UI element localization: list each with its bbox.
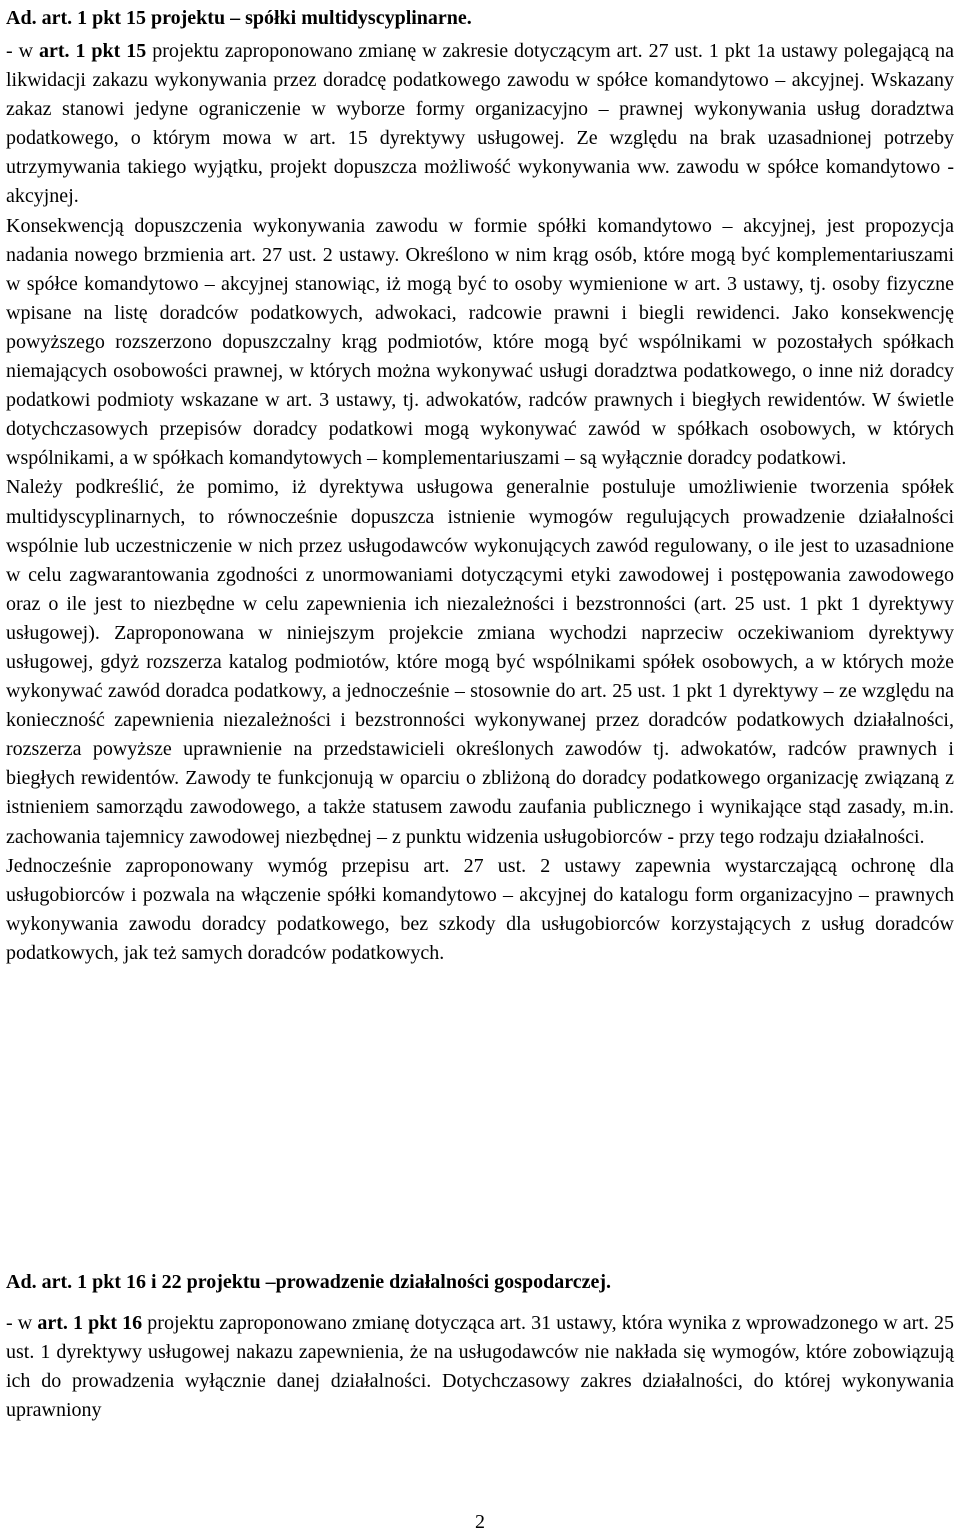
page-number: 2 (475, 1511, 485, 1533)
section-body-art-1-pkt-16-22 (6, 1309, 954, 1425)
paragraph: Należy podkreślić, że pomimo, iż dyrektywa usługowa generalnie postuluje umożliwienie tworzenia spółek multidyscyplinarnych, to równocześnie dopuszcza istnienie wymogów regulujących prowadzenie działalności wspólnie lub uczestniczenie w nich przez usługodawców wykonujących zawód regulowany, o ile jest to uzasadnione w celu zagwarantowania zgodności z unormowaniami dotyczącymi etyki zawodowej i postępowania zawodowego oraz o ile jest to niezbędne w celu zapewnienia ich niezależności i bezstronności (art. 25 ust. 1 pkt 1 dyrektywy usługowej). Zaproponowana w niniejszym projekcie zmiana wychodzi naprzeciw oczekiwaniom dyrektywy usługowej, gdyż rozszerza katalog podmiotów, które mogą być wspólnikami spółek osobowych, a w których może wykonywać zawód doradca podatkowy, a jednocześnie – stosownie do art. 25 ust. 1 pkt 1 dyrektywy – ze względu na konieczność zapewnienia niezależności i bezstronności wykonywanej przez doradców podatkowych działalności, rozszerza powyższe uprawnienie na przedstawicieli określonych zawodów tj. adwokatów, radców prawnych i biegłych rewidentów. Zawody te funkcjonują w oparciu o zbliżoną do doradcy podatkowego organizację związaną z istnieniem samorządu zawodowego, a także statusem zawodu zaufania publicznego i wynikające stąd zasady, m.in. zachowania tajemnicy zawodowej niezbędnej – z punktu widzenia usługobiorców - przy tego rodzaju działalności. (6, 476, 954, 848)
paragraph: Konsekwencją dopuszczenia wykonywania zawodu w formie spółki komandytowo – akcyjnej, jest propozycja nadania nowego brzmienia art. 27 ust. 2 ustawy. Określono w nim krąg osób, które mogą być komplementariuszami w spółce komandytowo – akcyjnej stanowiąc, iż mogą być to osoby wymienione w art. 3 ustawy, tj. osoby fizyczne wpisane na listę doradców podatkowych, adwokaci, radcowie prawni i biegli rewidenci. Jako konsekwencję powyższego rozszerzono dopuszczalny krąg podmiotów, które mogą być wspólnikami w pozostałych spółkach niemających osobowości prawnej, w których można wykonywać usługi doradztwa podatkowego, o inne niż doradcy podatkowi podmioty wskazane w art. 3 ustawy, tj. adwokatów, radców prawnych i biegłych rewidentów. W świetle dotychczasowych przepisów doradcy podatkowi mogą wykonywać zawód w spółkach osobowych, w których wspólnikami, a w spółkach komandytowych – komplementariuszami – są wyłącznie doradcy podatkowi. (6, 214, 954, 470)
section-body-art-1-pkt-15 (6, 37, 954, 968)
article-reference: art. 1 pkt 15 (39, 40, 147, 62)
article-reference: art. 1 pkt 16 (37, 1312, 143, 1334)
paragraph (6, 1309, 954, 1425)
paragraph-text: projektu zaproponowano zmianę dotycząca art. 31 ustawy, która wynika z wprowadzonego w art. 25 ust. 1 dyrektywy usługowej nakazu zapewnienia, że na usługodawców nie nakłada się wymogów, które zobowiązują ich do prowadzenia wyłącznie danej działalności. Dotychczasowy zakres działalności, do której wykonywania uprawniony (6, 1312, 955, 1422)
paragraph-text: projektu zaproponowano zmianę w zakresie dotyczącym art. 27 ust. 1 pkt 1a ustawy polegającą na likwidacji zakazu wykonywania przez doradcę podatkowego zawodu w spółce komandytowo – akcyjnej. Wskazany zakaz stanowi jedyne ograniczenie w wyborze formy organizacyjno – prawnej wykonywania usług doradztwa podatkowego, o którym mowa w art. 15 dyrektywy usługowej. Ze względu na brak uzasadnionej potrzeby utrzymywania takiego wyjątku, projekt dopuszcza możliwość wykonywania ww. zawodu w spółce komandytowo - akcyjnej. (6, 40, 955, 208)
intro-prefix: - w (6, 40, 39, 62)
paragraph (6, 37, 954, 212)
paragraph: Jednocześnie zaproponowany wymóg przepisu art. 27 ust. 2 ustawy zapewnia wystarczającą ochronę dla usługobiorców i pozwala na włączenie spółki komandytowo – akcyjnej do katalogu form organizacyjno – prawnych wykonywania zawodu doradcy podatkowego, bez szkody dla usługobiorców korzystających z usług doradców podatkowych, jak też samych doradców podatkowych. (6, 854, 954, 964)
section-heading-art-1-pkt-16-22: Ad. art. 1 pkt 16 i 22 projektu –prowadzenie działalności gospodarczej. (6, 1271, 612, 1293)
section-heading-art-1-pkt-15: Ad. art. 1 pkt 15 projektu – spółki multidyscyplinarne. (6, 7, 472, 29)
intro-prefix: - w (6, 1312, 38, 1334)
